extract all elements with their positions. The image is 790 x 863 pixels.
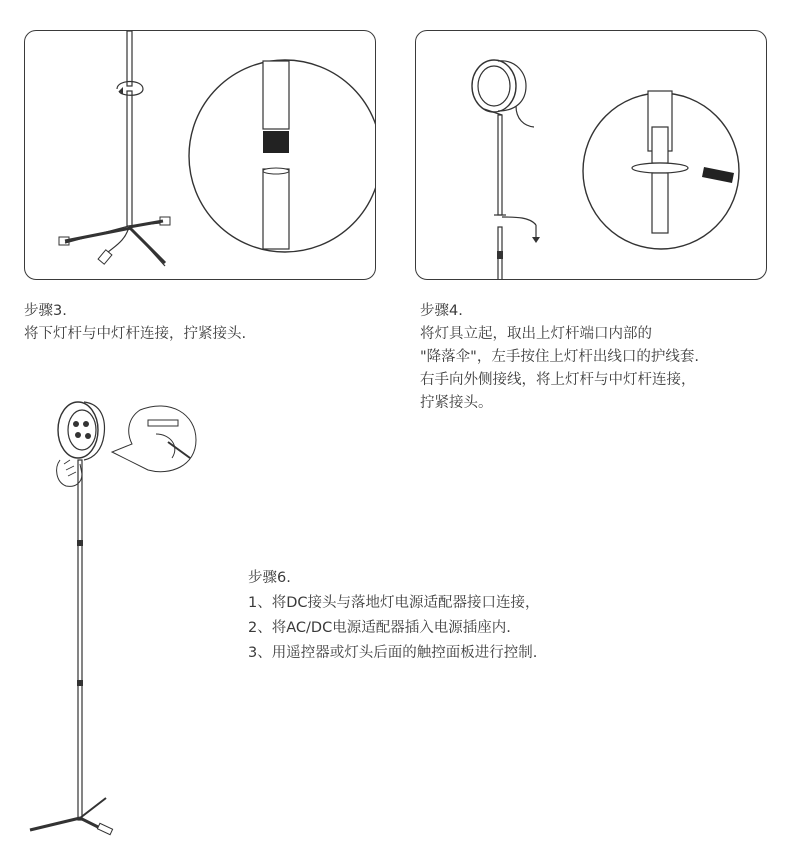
- step6-line-2: 2、将AC/DC电源适配器插入电源插座内.: [248, 620, 511, 636]
- step3-illustration-panel: [24, 30, 376, 280]
- middle-pole: [127, 31, 132, 86]
- step3-title: 步骤3.: [24, 303, 67, 319]
- step4-illustration-panel: [415, 30, 767, 280]
- step4-line-4: 拧紧接头。: [420, 395, 493, 411]
- step4-diagram: [416, 31, 767, 280]
- lower-pole: [127, 91, 132, 226]
- step6-line-3: 3、用遥控器或灯头后面的触控面板进行控制.: [248, 645, 538, 661]
- rotate-arrow-icon: [117, 82, 143, 96]
- threaded-connector: [263, 131, 289, 153]
- arrow-icon: [532, 237, 540, 243]
- upper-pole: [498, 115, 502, 215]
- step4-line-3: 右手向外侧接线，将上灯杆与中灯杆连接，: [420, 372, 696, 388]
- step3-diagram: [25, 31, 376, 280]
- step4-line-1: 将灯具立起，取出上灯杆端口内部的: [420, 326, 652, 342]
- zoom-detail-bubble: [112, 406, 196, 472]
- step4-title: 步骤4.: [420, 303, 463, 319]
- wire-guard: [632, 163, 688, 173]
- step3-caption: [24, 300, 246, 346]
- step6-illustration: [20, 390, 220, 850]
- step6-caption: [248, 566, 540, 666]
- step4-line-2: "降落伞"，左手按住上灯杆出线口的护线套.: [420, 349, 699, 365]
- step3-line-1: 将下灯杆与中灯杆连接，拧紧接头.: [24, 326, 247, 342]
- step6-line-1: 1、将DC接头与落地灯电源适配器接口连接，: [248, 595, 540, 611]
- full-pole: [78, 460, 82, 820]
- step6-title: 步骤6.: [248, 570, 291, 586]
- step4-caption: [420, 300, 699, 415]
